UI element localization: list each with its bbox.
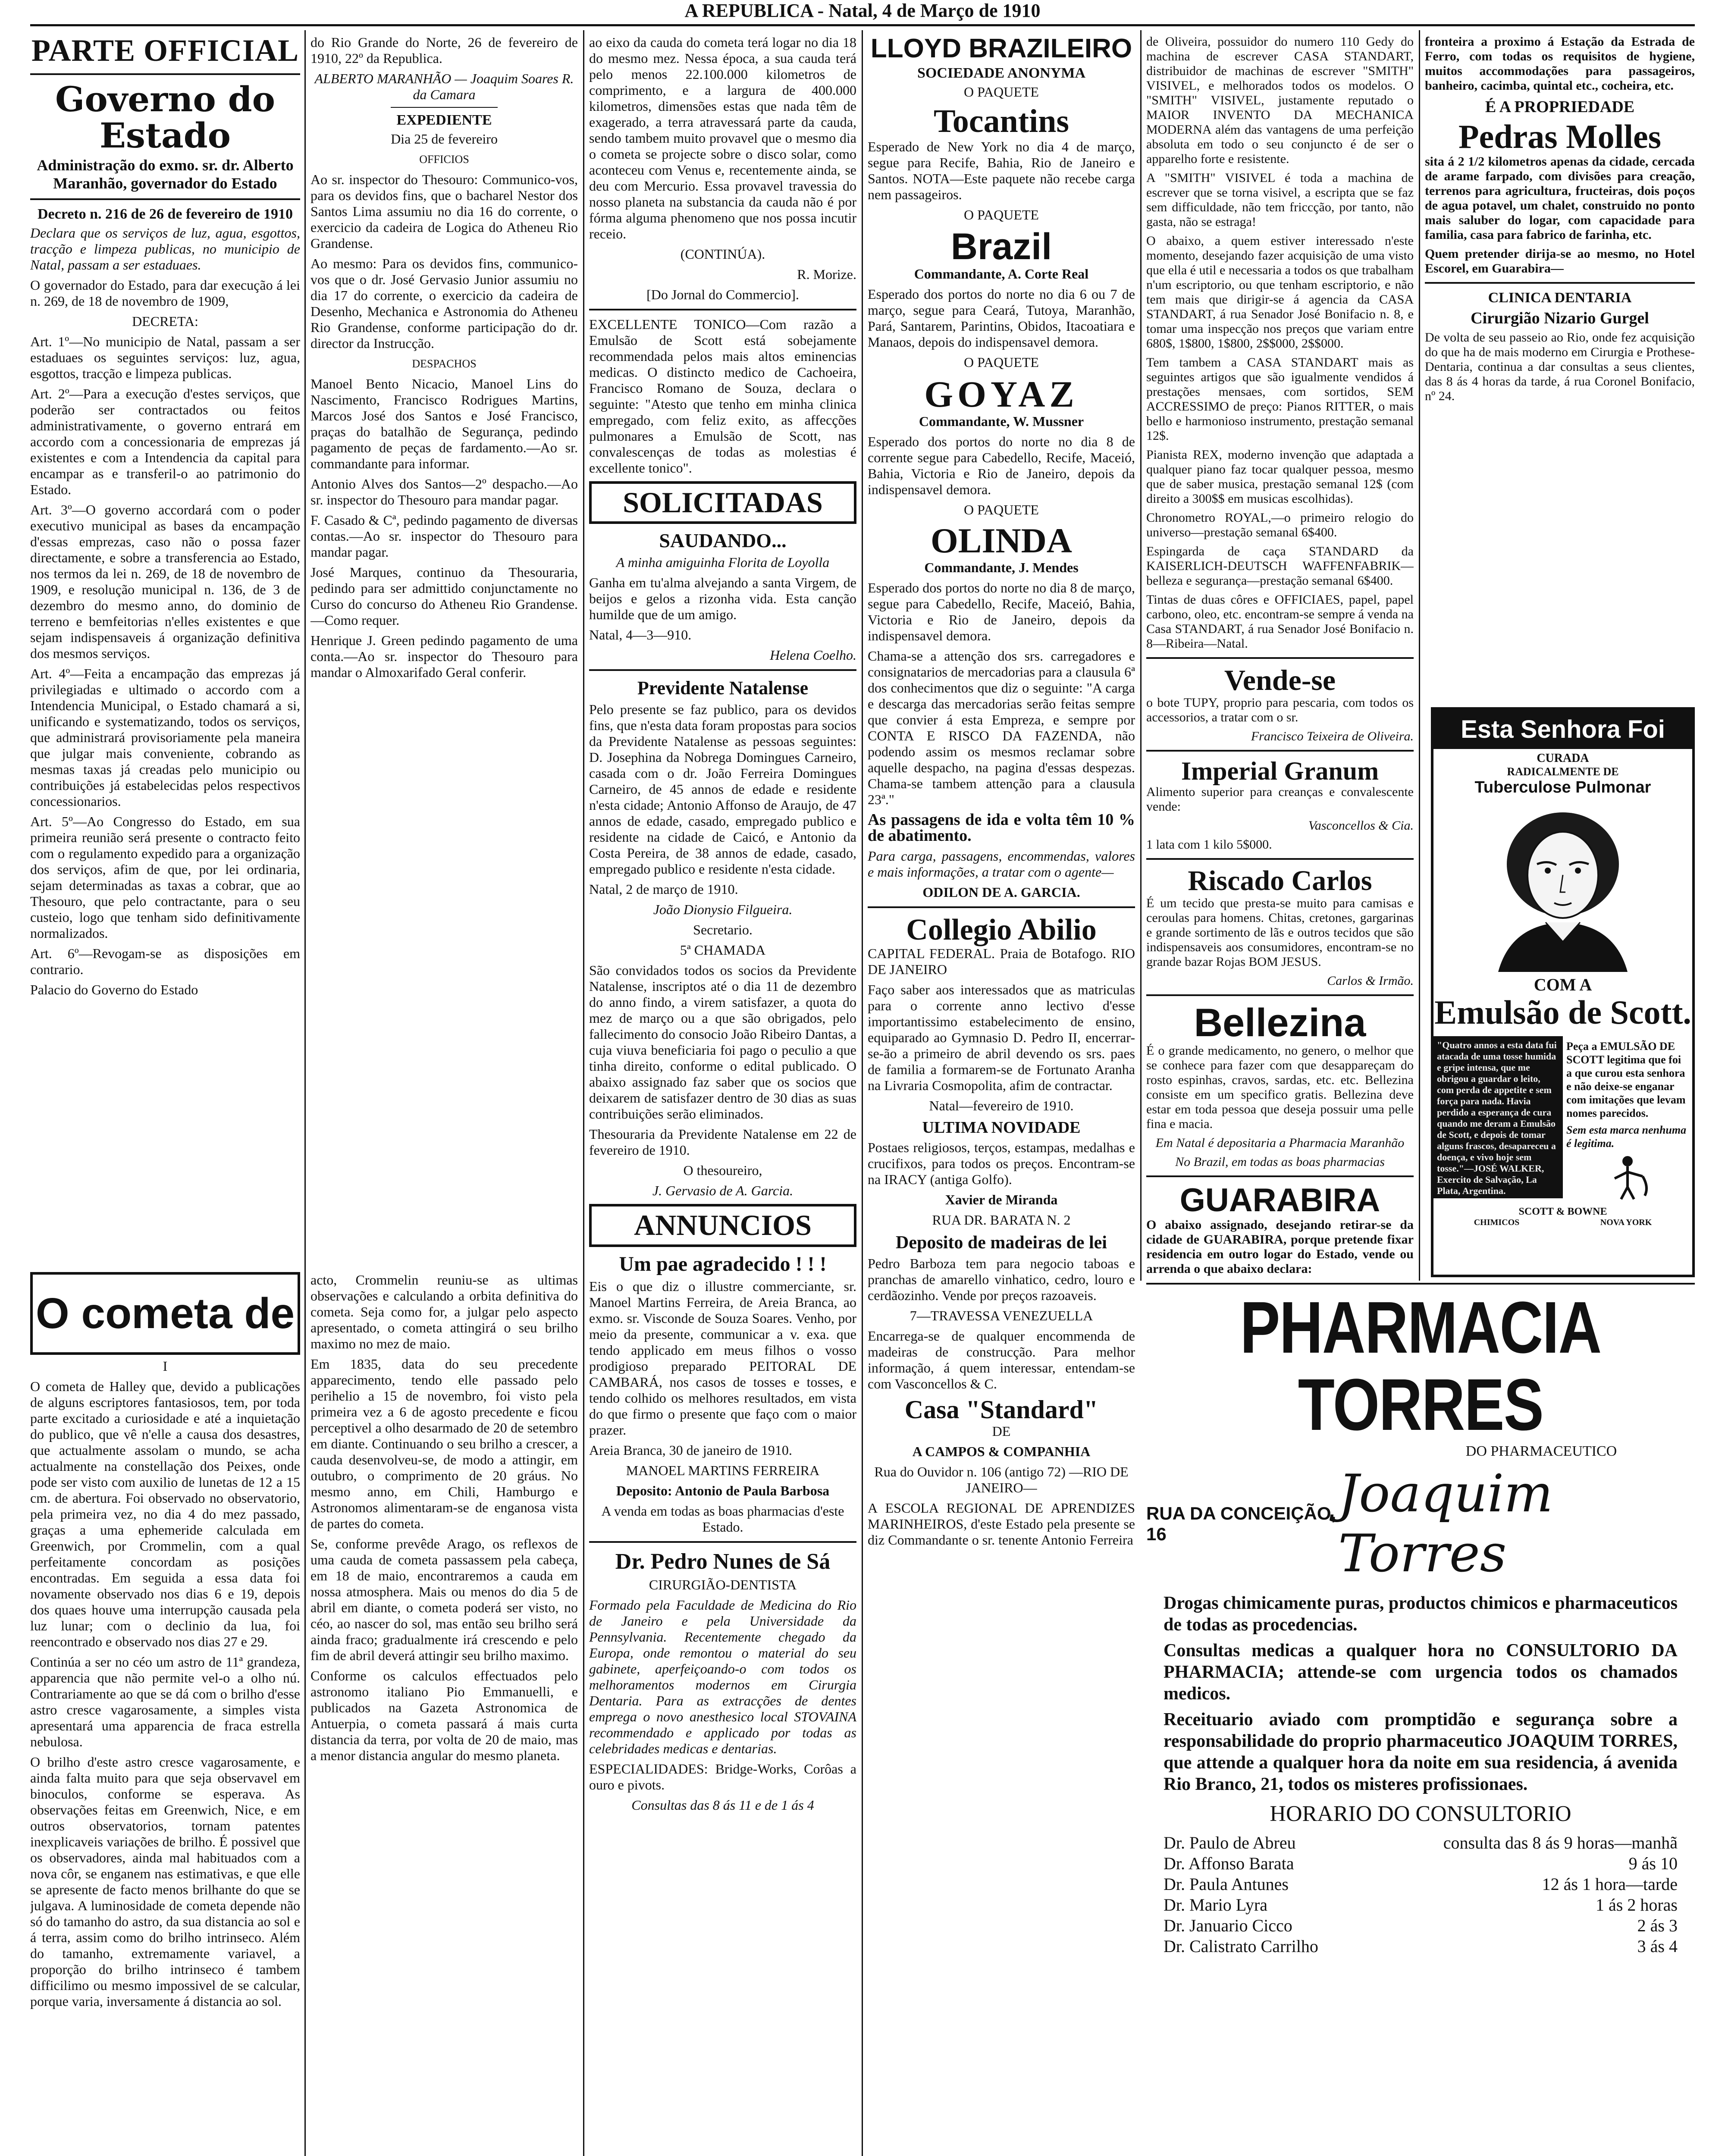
ship-brazil-text: Esperado dos portos do norte no dia 6 ou 7 de março, segue para Ceará, Tutoya, Maranhão, Pará, Santarem, Parintins, Obidos, Itacoatiara e Manaos, depois do indispensavel demora. — [868, 286, 1135, 350]
horario-row — [1164, 1936, 1678, 1957]
bellezina-deposit: Em Natal é depositaria a Pharmacia Maranhão — [1155, 1136, 1405, 1150]
scott-curada: CURADA — [1537, 752, 1589, 765]
ultima-heading: ULTIMA NOVIDADE — [922, 1119, 1081, 1137]
column-comet-continued — [310, 1272, 578, 2156]
comet-paragraph: Continúa a ser no céo um astro de 11ª grandeza, apparencia que não permite vel-o a olho nú. Contrariamente ao que se dá com o brilho d'esse astro cresce vagarosamente, a simples vista apresentará uma apparencia de fraca estrella nebulosa. — [30, 1654, 300, 1749]
saudando-place: Natal, 4—3—910. — [589, 627, 692, 643]
standard-owner: A CAMPOS & COMPANHIA — [912, 1444, 1091, 1460]
clinica-heading: CLINICA DENTARIA — [1488, 289, 1632, 306]
ship-tocantins: Tocantins — [934, 103, 1069, 140]
masthead-rule — [30, 24, 1695, 26]
doctor-name: Dr. Paulo de Abreu — [1164, 1833, 1296, 1852]
pedras-text: sita á 2 1/2 kilometros apenas da cidade, cercada de arame farpado, com divisões para creação, terrenos para agricultura, fructeiras, dois poços de agua potavel, um chalet, construido no ponto mais saluber do logar, com capacidade para familia, casa para fabrico de farinha, etc. — [1425, 154, 1695, 242]
article-3: Art. 3º—O governo accordará com o poder executivo municipal as bases da encampação d'essas emprezas, caso não o possa fazer directamente, e sobre a transferencia ao Estado, nos termos da lei n. 269, de 18 de novembro de 1909, e resolução municipal n. 136, de 3 de dezembro do mesmo anno, do dominio de terreno e bemfeitorias n'elles existentes e que sejam indispensaveis á organização definitiva dos mesmos serviços. — [30, 501, 300, 661]
ship-brazil-commander: Commandante, A. Corte Real — [914, 266, 1089, 282]
doctor-time: consulta das 8 ás 9 horas—manhã — [1443, 1833, 1678, 1852]
carga-aviso: Chama-se a attenção dos srs. carregadores e consignatarios de mercadorias para a clausula 6ª dos conhecimentos que diz o seguinte: "A carga e descarga das mercadorias serão feitas sempre que convier á esta Empreza, e sempre por CONTA E RISCO DA FAZENDA, não podendo assim os mesmos reclamar sobre aquelle despacho, na pagina d'essas despezas. Chama-se tambem attenção para a clausula 23ª." — [868, 648, 1135, 807]
solicitadas-heading: SOLICITADAS — [623, 486, 823, 519]
horario-row — [1164, 1874, 1678, 1895]
standard-de: DE — [992, 1423, 1011, 1439]
scott-sem-marca: Sem esta marca nenhuma é legitima. — [1566, 1124, 1687, 1150]
pharmacia-sub: DO PHARMACEUTICO — [1465, 1443, 1617, 1459]
decree-sign: Palacio do Governo do Estado — [30, 981, 198, 997]
pedras-heading: Pedras Molles — [1458, 118, 1662, 155]
scott-maker-cities — [1433, 1218, 1692, 1228]
granum-price: 1 lata com 1 kilo 5$000. — [1146, 837, 1272, 852]
horario-row — [1164, 1895, 1678, 1915]
doctor-name: Dr. Calistrato Carrilho — [1164, 1937, 1318, 1956]
cirurgiao-heading: Cirurgião Nizario Gurgel — [1471, 309, 1649, 327]
despacho: F. Casado & Cª, pedindo pagamento de diversas contas.—Ao sr. inspector do Thesouro para mandar pagar. — [310, 512, 578, 560]
tonico-notice: EXCELLENTE TONICO—Com razão a Emulsão de Scott está sobejamente recommendada pelos mais altos eminencias medicas. O distincto medico de Cachoeira, Francisco Romano de Souza, declara o seguinte: "Atesto que tenho em minha clinica empregado, com feliz exito, as affecções pulmonares a Emulsão de Scott, nas convalescenças de todas as molestias é excellente tonico". — [589, 317, 856, 476]
pae-date: Areia Branca, 30 de janeiro de 1910. — [589, 1442, 792, 1458]
pharmacia-torres-advertisement — [1146, 1289, 1695, 2156]
article-5: Art. 5º—Ao Congresso do Estado, em sua primeira reunião será presente o contracto feito com o regulamento expedido para a organização dos serviços, afim de que, por lei ordinaria, sejam determinadas as taxas a cobrar, que ao Thesouro, que pelo contractante, para o seu custeio, logo que tenham sido definitivamente normalizados. — [30, 813, 300, 941]
column-rule — [1140, 30, 1142, 1281]
scott-peca: Peça a EMULSÃO DE SCOTT legitima que foi a que curou esta senhora e não deixe-se enganar com imitações que levam nomes parecidos. — [1566, 1040, 1686, 1119]
cirurgiao-text: De volta de seu passeio ao Rio, onde fez acquisição do que ha de mais moderno em Cirurgia e Prothese-Dentaria, continua a dar consultas a seus clientes, das 8 ás 4 horas da tarde, á rua Coronel Bonifacio, nº 24. — [1425, 330, 1695, 403]
scott-headline: Esta Senhora Foi — [1433, 710, 1692, 749]
scott-radical: RADICALMENTE DE — [1507, 765, 1619, 778]
pae-text: Eis o que diz o illustre commerciante, sr. Manoel Martins Ferreira, de Areia Branca, ao exmo. sr. Visconde de Souza Soares. Venho, por meio da presente, communicar a v. exa. que tendo applicado em meus filhos o vosso prodigioso preparado PEITORAL DE CAMBARÁ, nos casos de tosses e tosses, e tendo colhido os melhores resultados, em vista do que firmo o presente que faço com o maior prazer. — [589, 1278, 856, 1438]
comet-paragraph: O cometa de Halley que, devido a publicações de alguns escriptores fantasiosos, tem, por toda parte excitado a curiosidade e até a inquietação do publico, que vê n'elle a causa dos desastres, que actualmente assolam o mundo, se acha actualmente na constellação dos Peixes, onde pode ser visto com auxilio de lunetas de 12 a 15 cm. de abertura. Foi observado no observatorio, pela primeira vez, no dia 4 do mez passado, graças a uma ephemeride calculada em Greenwich, por Crommelin, com a qual perfeitamente concordam as posições encontradas. Em seguida a essa data foi novamente observado nos dias 6 e 19, depois dos quaes houve uma interrupção causada pela luz lunar; com o declinio da lua, foi reencontrado e observado nos dias 27 e 29. — [30, 1379, 300, 1649]
section-heading: PARTE OFFICIAL — [31, 34, 299, 68]
riscado-heading: Riscado Carlos — [1188, 865, 1372, 897]
tintas-text: Tintas de duas côres e OFFICIAES, papel, papel carbono, oleo, etc. encontram-se sempre á venda na Casa STANDART, á rua Senador José Bonifacio n. 8—Ribeira—Natal. — [1146, 592, 1414, 651]
comet-source: [Do Jornal do Commercio]. — [646, 287, 799, 302]
collegio-text: Faço saber aos interessados que as matriculas para o corrente anno lectivo d'esse importantissimo estabelecimento de ensino, equiparado ao Gymnasio D. Pedro II, encerrar-se-ão a primeiro de abril devendo os srs. paes de familia a formarem-se de Fortunato Aranha na Livraria Cosmopolita, afim de contractar. — [868, 982, 1135, 1094]
fisherman-trademark-icon — [1602, 1153, 1653, 1200]
madeiras-heading: Deposito de madeiras de lei — [896, 1233, 1107, 1253]
scott-tuberculose: Tuberculose Pulmonar — [1474, 778, 1651, 796]
chamada-date: Thesouraria da Previdente Natalense em 22 de fevereiro de 1910. — [589, 1126, 856, 1158]
saudando-text: Ganha em tu'alma alvejando a santa Virgem, de beijos e gelos a rizonha vida. Esta canção humilde que de um amigo. — [589, 575, 856, 623]
article-2: Art. 2º—Para a execução d'estes serviços, que poderão ser contractados ou feitos administrativamente, o governo entrará em accordo com a concessionaria de emprezas já existentes e com a Intendencia da capital para encampar as e transferil-o ao patrimonio do Estado. — [30, 385, 300, 497]
pharmacia-address: RUA DA CONCEIÇÃO, 16 — [1146, 1503, 1336, 1544]
government-heading: Governo do Estado — [55, 78, 275, 156]
masthead: A REPUBLICA - Natal, 4 de Março de 1910 — [684, 0, 1041, 21]
scott-com-a: COM A — [1534, 975, 1592, 994]
pharmacia-owner: Joaquim Torres — [1338, 1464, 1553, 1584]
collegio-city: CAPITAL FEDERAL. Praia de Botafogo. RIO DE JANEIRO — [868, 946, 1135, 978]
xavier-name: Xavier de Miranda — [945, 1192, 1058, 1208]
riscado-sign: Carlos & Irmão. — [1327, 973, 1414, 988]
decree-summary: Declara que os serviços de luz, agua, esgottos, tracção e limpeza publicas, no municipio de Natal, passam a ser estaduaes. — [30, 225, 300, 273]
comet-part: I — [163, 1358, 168, 1374]
article-4: Art. 4º—Feita a encampação das emprezas já privilegiadas e ultimado o accordo com a Intendencia Municipal, o Estado chamará a si, unificando e systematizando, todos os serviços, que administrará provisoriamente pela maneira que julgar mais conveniente, cobrando as mesmas taxas já creadas pelo municipio ou contribuições já estabelecidas pelos respectivos concessionarios. — [30, 665, 300, 809]
continua: (CONTINÚA). — [680, 246, 765, 262]
doctor-time: 2 ás 3 — [1637, 1916, 1678, 1935]
saudando-sign: Helena Coelho. — [770, 647, 856, 663]
comet-paragraph: Se, conforme prevêde Arago, os reflexos de uma cauda de cometa passassem pela cabeça, em 18 de maio, encontraremos a cauda em nossa atmosphera. Mais ou menos do dia 5 de abril em diante, o cometa poderá ser visto, no céo, ao nascer do sol, mas então seu brilho será ainda fraco; gradualmente irá crescendo e pelo fim de abril deverá attingir seu brilho maximo. — [310, 1536, 578, 1663]
smith-text: A "SMITH" VISIVEL é toda a machina de escrever que se torna visivel, a escripta que se faz sem difficuldade, não tem friccção, por tanto, não gasta, não se estraga! — [1146, 171, 1414, 229]
column-rule — [583, 30, 584, 2156]
doctor-time: 1 ás 2 horas — [1596, 1895, 1678, 1915]
column-solicitadas — [589, 34, 856, 2156]
propriedade-heading: É A PROPRIEDADE — [1485, 98, 1635, 116]
doctor-time: 9 ás 10 — [1628, 1854, 1678, 1873]
horario-row — [1164, 1833, 1678, 1853]
tupy-sign: Francisco Teixeira de Oliveira. — [1251, 729, 1414, 744]
pharmacia-receituario: Receituario aviado com promptidão e segurança sobre a responsabilidade do proprio pharmaceutico JOAQUIM TORRES, que attende a qualquer hora da noite em sua residencia, á avenida Rio Branco, 21, todos os misteres profissionaes. — [1164, 1710, 1678, 1794]
doctor-name: Dr. Paula Antunes — [1164, 1874, 1289, 1894]
comet-title: O cometa de — [35, 1289, 295, 1338]
decreta: DECRETA: — [132, 313, 198, 329]
scott-maker: SCOTT & BOWNE — [1518, 1206, 1607, 1217]
horario-heading: HORARIO DO CONSULTORIO — [1270, 1802, 1571, 1826]
column-expediente — [310, 34, 578, 1263]
deposito-line: Deposito: Antonio de Paula Barbosa — [616, 1482, 830, 1498]
newspaper-page — [30, 0, 1695, 2156]
dentista-text: Formado pela Faculdade de Medicina do Rio de Janeiro e pela Universidade da Pennsylvania. Recentemente chegado da Europa, onde remontou o material do seu gabinete, aperfeiçoando-o com todos os melhoramentos modernos em Cirurgia Dentaria. Para as extracções de dentes emprega o novo anesthesico local STOVAINA recommendado e applicado por todas as celebridades medicas e dentarias. — [589, 1597, 856, 1756]
horario-table — [1164, 1833, 1678, 1957]
comet-paragraph: acto, Crommelin reuniu-se as ultimas observações e calculando a orbita definitiva do cometa. Seja como for, a julgar pelo aspecto apresentado, o cometa attingirá o seu brilho maximo no mez de maio. — [310, 1272, 578, 1351]
scott-advertisement — [1431, 707, 1695, 1277]
collegio-heading: Collegio Abilio — [906, 913, 1097, 946]
doctor-name: Dr. Januario Cicco — [1164, 1916, 1292, 1935]
lloyd-sub: SOCIEDADE ANONYMA — [917, 65, 1086, 81]
bellezina-text: É o grande medicamento, no genero, o melhor que se conhece para fazer com que desappareçam do rosto espinhas, cravos, sardas, etc. etc. Bellezina consiste em um specifico gratis. Bellezina deve estar em toda pessoa que deseja possuir uma pelle fina e macia. — [1146, 1044, 1414, 1131]
previdente-sign: João Dionysio Filgueira. — [653, 902, 793, 918]
previdente-heading: Previdente Natalense — [637, 677, 809, 699]
previdente-date: Natal, 2 de março de 1910. — [589, 881, 738, 897]
dentista-heading: Dr. Pedro Nunes de Sá — [615, 1549, 831, 1574]
ship-olinda-commander: Commandante, J. Mendes — [924, 559, 1079, 575]
chamada-text: São convidados todos os socios da Previdente Natalense, inscriptos até o dia 11 de dezembro do anno findo, a virem satisfazer, a quota do mez de março ou a que são obrigados, pelo fallecimento do consocio João Ribeiro Dantas, a cuja viuva beneficiaria foi pago o peculio a que tinha direito, conforme o edital publicado. O abaixo assignado faz saber que os socios que deixarem de satisfazer dentro de 30 dias as suas contribuições serão eliminados. — [589, 962, 856, 1122]
chrono-text: Chronometro ROYAL,—o primeiro relogio do universo—prestação semanal 6$400. — [1146, 511, 1414, 539]
column-lloyd — [868, 34, 1135, 2156]
article-6: Art. 6º—Revogam-se as disposições em contrario. — [30, 945, 300, 977]
granum-text: Alimento superior para creanças e convalescente vende: — [1146, 785, 1414, 814]
pharmacia-consultas: Consultas medicas a qualquer hora no CONSULTORIO DA PHARMACIA; attende-se com urgencia todos os chamados medicos. — [1164, 1641, 1678, 1704]
expediente-heading: EXPEDIENTE — [396, 112, 492, 128]
pae-sign: MANOEL MARTINS FERREIRA — [626, 1462, 820, 1478]
comet-end: ao eixo da cauda do cometa terá logar no dia 18 do mesmo mez. Nessa época, a sua cauda terá pelo menos 22.100.000 kilometros de comprimento, e a largura de 400.000 kilometros, dimensões estas que nada têm de exagerado, a terra atravessará parte da cauda, sendo tambem muito provavel que o mesmo dia o cometa se projecte sobre o disco solar, como aconteceu com Venus e, recentemente ainda, se deu com Mercurio. Essa provavel travessia do nosso planeta na substancia da cauda não é por fórma alguma phenomeno que nos possa incutir receio. — [589, 34, 856, 241]
officio: Ao sr. inspector do Thesouro: Communico-vos, para os devidos fins, que o bacharel Nestor dos Santos Lima assumiu no dia 16 do corrente, o exercicio da cadeira de Logica do Atheneu Rio Grandense. — [310, 172, 578, 251]
ship-olinda: OLINDA — [930, 521, 1073, 561]
column-standart — [1146, 34, 1414, 1276]
chamada-role: O thesoureiro, — [683, 1163, 762, 1178]
ship-brazil: Brazil — [950, 226, 1052, 267]
scott-city-1: CHIMICOS — [1474, 1218, 1520, 1227]
article-1: Art. 1º—No municipio de Natal, passam a ser estaduaes os seguintes serviços: luz, agua, esgottos, tracção e limpeza publicas. — [30, 333, 300, 381]
comet-author: R. Morize. — [797, 266, 856, 282]
madeiras-text-2: Encarrega-se de qualquer encommenda de madeiras de construcção. Para melhor informação, á quem interessar, entendam-se com Vasconcellos & C. — [868, 1328, 1135, 1392]
rex-text: Pianista REX, moderno invenção que adaptada a qualquer piano faz tocar qualquer pessoa, mesmo que de saber musica, prestação semanal 12$ (com direito a 300$$ em musicas escolhidas). — [1146, 448, 1414, 506]
pharmacia-title: PHARMACIA TORRES — [1240, 1289, 1601, 1446]
madeiras-address: 7—TRAVESSA VENEZUELLA — [910, 1308, 1093, 1324]
tupy-text: o bote TUPY, proprio para pescaria, com todos os accessorios, a tratar com o sr. — [1146, 696, 1414, 725]
ship-goyaz-text: Esperado dos portos do norte no dia 8 de corrente segue para Cabedello, Recife, Maceió, Bahia, Victoria e Rio de Janeiro, depois da indispensavel demora. — [868, 434, 1135, 498]
expediente-date: Dia 25 de fevereiro — [391, 131, 498, 147]
chamada-heading: 5ª CHAMADA — [680, 942, 766, 958]
dentista-hours: Consultas das 8 ás 11 e de 1 ás 4 — [631, 1797, 814, 1813]
doctor-name: Dr. Mario Lyra — [1164, 1895, 1268, 1915]
hotel-details: fronteira a proximo á Estação da Estrada de Ferro, com todas os requisitos de hygiene, muitos accommodações para passageiros, banheiro, cacimba, quintal etc., cocheira, etc. — [1425, 34, 1695, 93]
ship-olinda-text: Esperado dos portos do norte no dia 8 de março, segue para Cabedello, Recife, Maceió, Bahia, Victoria e Rio de Janeiro, depois da indispensavel demora. — [868, 580, 1135, 643]
carga-info: Para carga, passagens, encommendas, valores e mais informações, a tratar com o agente— — [868, 848, 1135, 880]
xavier-address: RUA DR. BARATA N. 2 — [932, 1212, 1071, 1228]
previdente-text: Pelo presente se faz publico, para os devidos fins, que n'esta data foram propostas para socios da Previdente Natalense as pessoas seguintes: D. Josephina da Nobrega Domingues Carneiro, casada com o dr. João Ferreira Domingues Carneiro, de 45 annos de edade e residente n'esta cidade; Antonio Affonso de Araujo, de 47 annos de edade, casado, empregado publico e residente na cidade de Caicó, e Antonio da Costa Pereira, de 38 annos de edade, casado, empregado publico e residente n'esta cidade. — [589, 702, 856, 877]
comet-paragraph: Em 1835, data do seu precedente apparecimento, tendo elle passado pelo perihelio a 15 de novembro, foi visto pela primeira vez a 6 de agosto precedente e ficou perceptivel a olho desarmado de 20 de setembro em diante. Continuando o seu brilho a crescer, a cauda desenvolveu-se, de modo a attingir, em outubro, o comprimento de 20 gráus. No mesmo anno, em Chili, Hamburgo e Astronomos alimentaram-se de enganosa vista de partes do cometa. — [310, 1356, 578, 1531]
pedras-contact: Quem pretender dirija-se ao mesmo, no Hotel Escorel, em Guarabira— — [1425, 246, 1695, 276]
column-rule — [1419, 30, 1420, 1281]
agent-name: ODILON DE A. GARCIA. — [922, 884, 1080, 900]
pae-heading: Um pae agradecido ! ! ! — [619, 1252, 827, 1275]
collegio-date: Natal—fevereiro de 1910. — [929, 1098, 1074, 1114]
despacho: Manoel Bento Nicacio, Manoel Lins do Nascimento, Francisco Rodrigues Martins, Marcos José dos Santos e José Francisco, praças do batalhão de Segurança, pedindo pagamento de peças de fardamento.—Ao sr. commandante para informar. — [310, 376, 578, 471]
ultima-text: Postaes religiosos, terços, estampas, medalhas e crucifixos, para todos os preços. Encontram-se na IRACY (antiga Golfo). — [868, 1140, 1135, 1188]
paquete-label: O PAQUETE — [964, 502, 1039, 518]
saudando-dedication: A minha amiguinha Florita de Loyolla — [616, 555, 830, 570]
paquete-label: O PAQUETE — [964, 84, 1039, 100]
doctor-name: Dr. Affonso Barata — [1164, 1854, 1294, 1873]
bellezina-heading: Bellezina — [1194, 1000, 1366, 1045]
comet-paragraph: O brilho d'este astro cresce vagarosamente, e ainda falta muito para que seja observavel em binoculos, conforme se esperava. As observações feitas em Greenwich, Nice, e em outros observatorios, tornam patentes inexplicaveis variações de brilho. É possivel que os observadores, ainda mal habituados com a nova côr, se enganem nas estimativas, e que elle se apresente de facto menos brilhante do que se julgava. A luminosidade de cometa depende não só do tamanho do astro, da sua distancia ao sol e á terra, assim como do brilho intrinseco. Além do tamanho, extremamente variavel, a proporção do brilho intrinseco é tambem difficilimo ou mesmo impossivel de se calcular, porque varia, inversamente á distancia ao sol. — [30, 1754, 300, 2009]
scott-city-2: NOVA YORK — [1600, 1218, 1652, 1227]
dentista-sub: CIRURGIÃO-DENTISTA — [649, 1576, 797, 1592]
horario-row — [1164, 1915, 1678, 1936]
paquete-label: O PAQUETE — [964, 354, 1039, 370]
woman-portrait-illustration — [1472, 799, 1653, 972]
deposito-line-2: A venda em todas as boas pharmacias d'este Estado. — [601, 1503, 844, 1535]
scott-emulsao: Emulsão de Scott. — [1434, 993, 1691, 1031]
ship-goyaz-commander: Commandante, W. Mussner — [919, 414, 1084, 429]
annuncios-heading: ANNUNCIOS — [634, 1209, 812, 1242]
espingarda-text: Espingarda de caça STANDARD da KAISERLICH-DEUTSCH WAFFENFABRIK—belleza e segurança—prestação semanal 6$400. — [1146, 544, 1414, 588]
decree-heading: Decreto n. 216 de 26 de fevereiro de 1910 — [37, 206, 293, 222]
bellezina-deposit-2: No Brazil, em todas as boas pharmacias — [1175, 1155, 1385, 1169]
riscado-text: É um tecido que presta-se muito para camisas e ceroulas para homens. Chitas, cretones, gargarinas e grande sortimento de lãs e outros tecidos que são indispensaveis aos consumidores, encontram-se no grande bazar Rojas BOM JESUS. — [1146, 896, 1414, 969]
administration-line: Administração do exmo. sr. dr. Alberto Maranhão, governador do Estado — [37, 156, 294, 192]
despacho: Henrique J. Green pedindo pagamento de uma conta.—Ao sr. inspector do Thesouro para mandar o Almoxarifado Geral conferir. — [310, 633, 578, 680]
decree-end: do Rio Grande do Norte, 26 de fevereiro de 1910, 22º da Republica. — [310, 34, 578, 66]
officio: Ao mesmo: Para os devidos fins, communico-vos que o dr. José Gervasio Junior assumiu no dia 17 do corrente, o exercicio da cadeira de Desenho, Mechanica e Astronomia do Atheneu Rio Grandense, conforme participação do dr. director da Instrucção. — [310, 256, 578, 351]
lloyd-heading: LLOYD BRAZILEIRO — [870, 34, 1132, 63]
decree-intro: O governador do Estado, para dar execução á lei n. 269, de 18 de novembro de 1909, — [30, 277, 300, 309]
granum-heading: Imperial Granum — [1181, 757, 1379, 786]
horario-row — [1164, 1853, 1678, 1874]
vende-se-heading: Vende-se — [1224, 664, 1336, 696]
standart-text: de Oliveira, possuidor do numero 110 Gedy do machina de escrever CASA STANDART, distribuidor de machinas de escrever "SMITH" VISIVEL, e melhorados todos os modelos. O "SMITH" VISIVEL, justamente reputado o MAIOR INVENTO DA MECHANICA MODERNA além das vantagens de uma perfeição absoluta em todo o seu conjuncto é de ser o apparelho forte e resistente. — [1146, 34, 1414, 166]
dentista-spec: ESPECIALIDADES: Bridge-Works, Corôas a ouro e pivots. — [589, 1761, 856, 1792]
doctor-time: 12 ás 1 hora—tarde — [1542, 1874, 1678, 1894]
ship-tocantins-text: Esperado de New York no dia 4 de março, segue para Recife, Bahia, Rio de Janeiro e Santos. NOTA—Este paquete não recebe carga nem passageiros. — [868, 138, 1135, 202]
paquete-label: O PAQUETE — [964, 207, 1039, 222]
passagens-note: As passagens de ida e volta têm 10 % de abatimento. — [868, 810, 1135, 845]
guarabira-heading: GUARABIRA — [1179, 1182, 1380, 1219]
scott-testimonial: "Quatro annos a esta data fui atacada de uma tosse humida e gripe intensa, que me obrigou a guardar o leito, com perda de appetite e sem força para nada. Havia perdido a esperança de cura quando me deram a Emulsão de Scott, e depois de tomar alguns frascos, desapareceu a doença, e vivo hoje sem tosse."—JOSÉ WALKER, Exercito de Salvação, La Plata, Argentina. — [1433, 1036, 1563, 1198]
despacho: José Marques, continuo da Thesouraria, pedindo para ser admittido conjunctamente no Curso do concurso do Atheneu Rio Grandense.—Como requer. — [310, 564, 578, 628]
column-comet — [30, 1358, 300, 2156]
doctor-time: 3 ás 4 — [1637, 1937, 1678, 1956]
column-rule — [304, 30, 306, 2156]
standart-offer: O abaixo, a quem estiver interessado n'este momento, desejando fazer acquisição de uma visto que ella é util e necessaria a todos os que trabalham n'um escriptorio, ou que tenham escriptorio, e não tem mais que dirigir-se á agencia da CASA STANDART, á rua Senador José Bonifacio n. 8, e tomar uma inspecção nos preços que variam entre 680$, 1$800, 1$800, 2$$000, 2$$000. — [1146, 234, 1414, 351]
comet-paragraph: Conforme os calculos effectuados pelo astronomo italiano Pio Emmanuelli, e publicados na Gazeta Astronomica de Antuerpia, o cometa passará á mais curta distancia da terra, por volta de 20 de maio, mas a menor distancia angular do mesmo planeta. — [310, 1668, 578, 1763]
escola-text: A ESCOLA REGIONAL DE APRENDIZES MARINHEIROS, d'este Estado pela presente se diz Commandante o sr. tenente Antonio Ferreira — [868, 1500, 1135, 1548]
guarabira-text: O abaixo assignado, desejando retirar-se da cidade de GUARABIRA, porque pretende fixar residencia em outro logar do Estado, vende ou arrenda o que abaixo declara: — [1146, 1218, 1414, 1276]
standard-address: Rua do Ouvidor n. 106 (antigo 72) —RIO DE JANEIRO— — [874, 1464, 1129, 1496]
previdente-role: Secretario. — [693, 922, 753, 938]
column-rule — [862, 30, 863, 2156]
granum-sign: Vasconcellos & Cia. — [1308, 818, 1414, 833]
column-official — [30, 34, 300, 1263]
pianos-text: Tem tambem a CASA STANDART mais as seguintes artigos que são igualmente vendidos á prestações mensaes, com sortidos, SEM ACCRESSIMO de preço: Pianos RITTER, o mais bello e harmonioso instrumento, prestação semanal 12$. — [1146, 355, 1414, 443]
column-pedras — [1425, 34, 1695, 699]
standard-heading: Casa "Standard" — [904, 1395, 1098, 1424]
decree-signers: ALBERTO MARANHÃO — Joaquim Soares R. da Camara — [314, 71, 574, 102]
despacho: Antonio Alves dos Santos—2º despacho.—Ao sr. inspector do Thesouro para mandar pagar. — [310, 476, 578, 508]
chamada-sign: J. Gervasio de A. Garcia. — [652, 1183, 794, 1199]
pharmacia-drugs: Drogas chimicamente puras, productos chimicos e pharmaceuticos de todas as procedencias. — [1164, 1593, 1678, 1635]
ship-goyaz: GOYAZ — [924, 373, 1079, 415]
saudando-heading: SAUDANDO... — [659, 530, 787, 552]
madeiras-text: Pedro Barboza tem para negocio taboas e pranchas de amarello vinhatico, cedro, louro e cerdãozinho. Vende por preços razoaveis. — [868, 1256, 1135, 1304]
pharmacia-top-rule — [1146, 1283, 1695, 1285]
officios-heading: OFFICIOS — [419, 153, 469, 166]
comet-heading-box — [30, 1272, 300, 1355]
despachos-heading: DESPACHOS — [412, 357, 477, 370]
